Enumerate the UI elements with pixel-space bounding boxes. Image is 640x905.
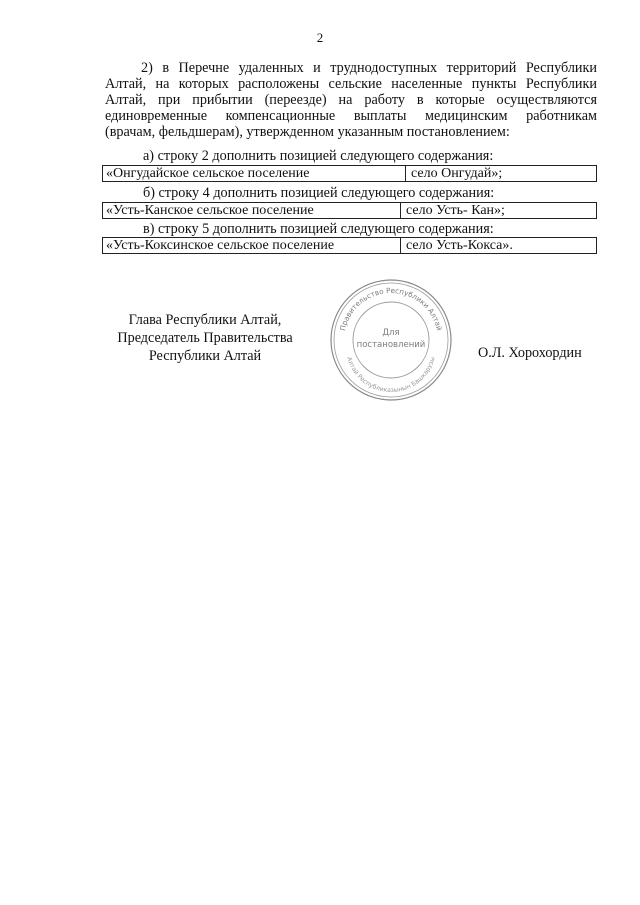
paragraph-line: Алтай, при прибытии (переезде) на работу в которые осуществляются [105, 92, 597, 108]
signatory-title [100, 311, 310, 365]
signatory-title-line: Глава Республики Алтай, [128, 312, 282, 328]
svg-text:Алтай Республиказынын Башкаруз [345, 356, 436, 394]
instruction-b: б) строку 4 дополнить позицией следующего содержания: [143, 185, 495, 201]
instruction-a: а) строку 2 дополнить позицией следующего содержания: [143, 148, 494, 164]
table-row-b [102, 202, 597, 219]
village-cell: село Усть- Кан»; [406, 203, 505, 218]
stamp-center-line: Для [382, 328, 400, 338]
main-paragraph [105, 60, 597, 140]
table-row-a [102, 165, 597, 182]
settlement-cell: «Усть-Канское сельское поселение [103, 203, 401, 218]
village-cell: село Онгудай»; [411, 166, 503, 181]
signatory-title-line: Председатель Правительства [117, 330, 293, 346]
signatory-title-line: Республики Алтай [148, 348, 262, 364]
official-seal-stamp [328, 277, 454, 403]
instruction-c: в) строку 5 дополнить позицией следующего содержания: [143, 221, 494, 237]
paragraph-line: Алтай, на которых расположены сельские населенные пункты Республики [105, 76, 597, 92]
village-cell: село Усть-Кокса». [406, 238, 513, 253]
stamp-ring-text: Правительство Республики Алтай [337, 285, 445, 332]
table-row-c [102, 237, 597, 254]
paragraph-line: 2) в Перечне удаленных и труднодоступных территорий Республики [141, 60, 597, 76]
paragraph-line: единовременные компенсационные выплаты медицинским работникам [105, 108, 597, 124]
signatory-name: О.Л. Хорохордин [478, 345, 582, 361]
page-number: 2 [316, 30, 324, 45]
settlement-cell: «Усть-Коксинское сельское поселение [103, 238, 401, 253]
paragraph-line: (врачам, фельдшерам), утвержденном указанным постановлением: [105, 124, 510, 140]
stamp-center-line: постановлений [356, 340, 426, 350]
settlement-cell: «Онгудайское сельское поселение [103, 166, 406, 181]
stamp-ring-text-bottom: Алтай Республиказынын Башкарузы [345, 356, 437, 395]
